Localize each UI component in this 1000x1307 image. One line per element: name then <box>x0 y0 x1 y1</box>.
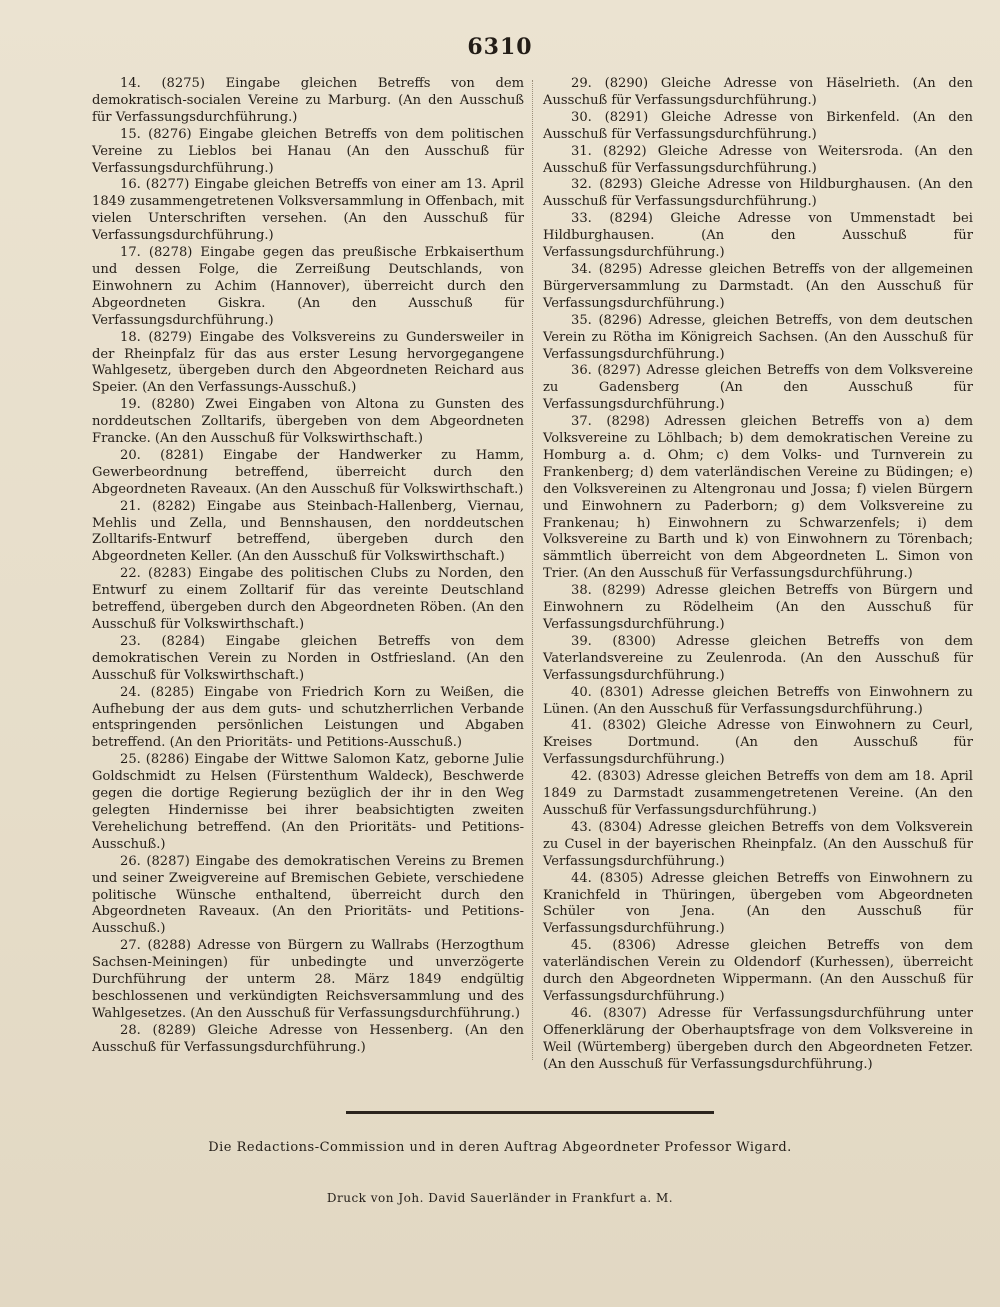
list-item: 22. (8283) Eingabe des politischen Clubs zu Norden, den Entwurf zu einem Zolltarif für das vereinte Deutschland betreffend, übergeben durch den Abgeordneten Röben. (An den Ausschuß für Volkswirthschaft.) <box>92 566 524 632</box>
list-item: 36. (8297) Adresse gleichen Betreffs von dem Volksvereine zu Gadensberg (An den Ausschuß für Verfassungsdurchführung.) <box>543 363 973 413</box>
list-item: 41. (8302) Gleiche Adresse von Einwohnern zu Ceurl, Kreises Dortmund. (An den Ausschuß für Verfassungsdurchführung.) <box>543 718 973 768</box>
list-item: 28. (8289) Gleiche Adresse von Hessenberg. (An den Ausschuß für Verfassungsdurchführung.) <box>92 1022 524 1055</box>
list-item: 29. (8290) Gleiche Adresse von Häselrieth. (An den Ausschuß für Verfassungsdurchführung.) <box>543 76 973 108</box>
list-item: 33. (8294) Gleiche Adresse von Ummenstadt bei Hildburghausen. (An den Ausschuß für Verfassungsdurchführung.) <box>543 211 973 261</box>
page-number: 6310 <box>467 34 533 60</box>
list-item: 30. (8291) Gleiche Adresse von Birkenfeld. (An den Ausschuß für Verfassungsdurchführung.) <box>543 109 973 142</box>
left-column <box>92 76 524 1057</box>
list-item: 37. (8298) Adressen gleichen Betreffs von a) dem Volksvereine zu Löhlbach; b) dem demokratischen Vereine zu Homburg a. d. Ohm; c) dem Volks- und Turnverein zu Frankenberg; d) dem vaterländischen Vereine zu Büdingen; e) den Volksvereinen zu Altengronau und Jossa; f) vielen Bürgern und Einwohnern zu Paderborn; g) dem Volksvereine zu Frankenau; h) Einwohnern zu Schwarzenfels; i) dem Volksvereine zu Barth und k) von Einwohnern zu Törenbach; sämmtlich überreicht von dem Abgeordneten L. Simon von Trier. (An den Ausschuß für Verfassungsdurchführung.) <box>543 414 973 582</box>
list-item: 40. (8301) Adresse gleichen Betreffs von Einwohnern zu Lünen. (An den Ausschuß für Verfassungsdurchführung.) <box>543 684 973 717</box>
column-divider <box>532 80 534 1060</box>
list-item: 19. (8280) Zwei Eingaben von Altona zu Gunsten des norddeutschen Zolltarifs, übergeben von dem Abgeordneten Francke. (An den Ausschuß für Volkswirthschaft.) <box>92 397 524 447</box>
signature-line: Die Redactions-Commission und in deren Auftrag Abgeordneter Professor Wigard. <box>208 1140 792 1155</box>
list-item: 43. (8304) Adresse gleichen Betreffs von dem Volksverein zu Cusel in der bayerischen Rheinpfalz. (An den Ausschuß für Verfassungsdurchführung.) <box>543 819 973 869</box>
list-item: 16. (8277) Eingabe gleichen Betreffs von einer am 13. April 1849 zusammengetretenen Volksversammlung in Offenbach, mit vielen Unterschriften versehen. (An den Ausschuß für Verfassungsdurchführung.) <box>92 177 524 244</box>
list-item: 44. (8305) Adresse gleichen Betreffs von Einwohnern zu Kranichfeld in Thüringen, übergeben vom Abgeordneten Schüler von Jena. (An den Ausschuß für Verfassungsdurchführung.) <box>543 870 973 937</box>
list-item: 23. (8284) Eingabe gleichen Betreffs von dem demokratischen Verein zu Norden in Ostfriesland. (An den Ausschuß für Volkswirthschaft.) <box>92 633 524 683</box>
list-item: 25. (8286) Eingabe der Wittwe Salomon Katz, geborne Julie Goldschmidt zu Helsen (Fürstenthum Waldeck), Beschwerde gegen die dortige Regierung bezüglich der ihr in den Weg gelegten Hindernisse bei ihrer beabsichtigten zweiten Verehelichung betreffend. (An den Prioritäts- und Petitions-Ausschuß.) <box>92 752 524 852</box>
list-item: 45. (8306) Adresse gleichen Betreffs von dem vaterländischen Verein zu Oldendorf (Kurhessen), überreicht durch den Abgeordneten Wippermann. (An den Ausschuß für Verfassungsdurchführung.) <box>543 938 973 1004</box>
list-item: 35. (8296) Adresse, gleichen Betreffs, von dem deutschen Verein zu Rötha im Königreich Sachsen. (An den Ausschuß für Verfassungsdurchführung.) <box>543 312 973 362</box>
list-item: 18. (8279) Eingabe des Volksvereins zu Gundersweiler in der Rheinpfalz für das aus erster Lesung hervorgegangene Wahlgesetz, übergeben durch den Abgeordneten Reichard aus Speier. (An den Verfassungs-Ausschuß.) <box>92 329 524 396</box>
right-column <box>543 76 973 1073</box>
section-divider <box>346 1111 714 1114</box>
list-item: 24. (8285) Eingabe von Friedrich Korn zu Weißen, die Aufhebung der aus dem guts- und schutzherrlichen Verbande entspringenden persönlichen Leistungen und Abgaben betreffend. (An den Prioritäts- und Petitions-Ausschuß.) <box>92 684 524 751</box>
list-item: 26. (8287) Eingabe des demokratischen Vereins zu Bremen und seiner Zweigvereine auf Bremischen Gebiete, verschiedene politische Wünsche enthaltend, überreicht durch den Abgeordneten Raveaux. (An den Prioritäts- und Petitions-Ausschuß.) <box>92 853 524 937</box>
list-item: 31. (8292) Gleiche Adresse von Weitersroda. (An den Ausschuß für Verfassungsdurchführung.) <box>543 143 973 176</box>
list-item: 21. (8282) Eingabe aus Steinbach-Hallenberg, Viernau, Mehlis und Zella, und Bennshausen, den norddeutschen Zolltarifs-Entwurf betreffend, übergeben durch den Abgeordneten Keller. (An den Ausschuß für Volkswirthschaft.) <box>92 498 524 565</box>
list-item: 38. (8299) Adresse gleichen Betreffs von Bürgern und Einwohnern zu Rödelheim (An den Ausschuß für Verfassungsdurchführung.) <box>543 583 973 632</box>
list-item: 17. (8278) Eingabe gegen das preußische Erbkaiserthum und dessen Folge, die Zerreißung Deutschlands, von Einwohnern zu Achim (Hannover), überreicht durch den Abgeordneten Giskra. (An den Ausschuß für Verfassungsdurchführung.) <box>92 245 524 328</box>
list-item: 20. (8281) Eingabe der Handwerker zu Hamm, Gewerbeordnung betreffend, überreicht durch den Abgeordneten Raveaux. (An den Ausschuß für Volkswirthschaft.) <box>92 447 524 497</box>
list-item: 39. (8300) Adresse gleichen Betreffs von dem Vaterlandsvereine zu Zeulenroda. (An den Ausschuß für Verfassungsdurchführung.) <box>543 633 973 683</box>
list-item: 34. (8295) Adresse gleichen Betreffs von der allgemeinen Bürgerversammlung zu Darmstadt. (An den Ausschuß für Verfassungsdurchführung.) <box>543 261 973 311</box>
list-item: 42. (8303) Adresse gleichen Betreffs von dem am 18. April 1849 zu Darmstadt zusammengetretenen Vereine. (An den Ausschuß für Verfassungsdurchführung.) <box>543 769 973 818</box>
printer-imprint: Druck von Joh. David Sauerländer in Frankfurt a. M. <box>326 1191 674 1205</box>
list-item: 27. (8288) Adresse von Bürgern zu Wallrabs (Herzogthum Sachsen-Meiningen) für unbedingte und unverzögerte Durchführung der unterm 28. März 1849 endgültig beschlossenen und verkündigten Reichsversammlung und des Wahlgesetzes. (An den Ausschuß für Verfassungsdurchführung.) <box>92 938 524 1021</box>
list-item: 14. (8275) Eingabe gleichen Betreffs von dem demokratisch-socialen Vereine zu Marburg. (An den Ausschuß für Verfassungsdurchführung.) <box>92 76 524 125</box>
list-item: 46. (8307) Adresse für Verfassungsdurchführung unter Offenerklärung der Oberhauptsfrage von dem Volksvereine in Weil (Würtemberg) übergeben durch den Abgeordneten Fetzer. (An den Ausschuß für Verfassungsdurchführung.) <box>543 1005 973 1072</box>
list-item: 15. (8276) Eingabe gleichen Betreffs von dem politischen Vereine zu Lieblos bei Hanau (An den Ausschuß für Verfassungsdurchführung.) <box>92 126 524 176</box>
list-item: 32. (8293) Gleiche Adresse von Hildburghausen. (An den Ausschuß für Verfassungsdurchführung.) <box>543 177 973 210</box>
